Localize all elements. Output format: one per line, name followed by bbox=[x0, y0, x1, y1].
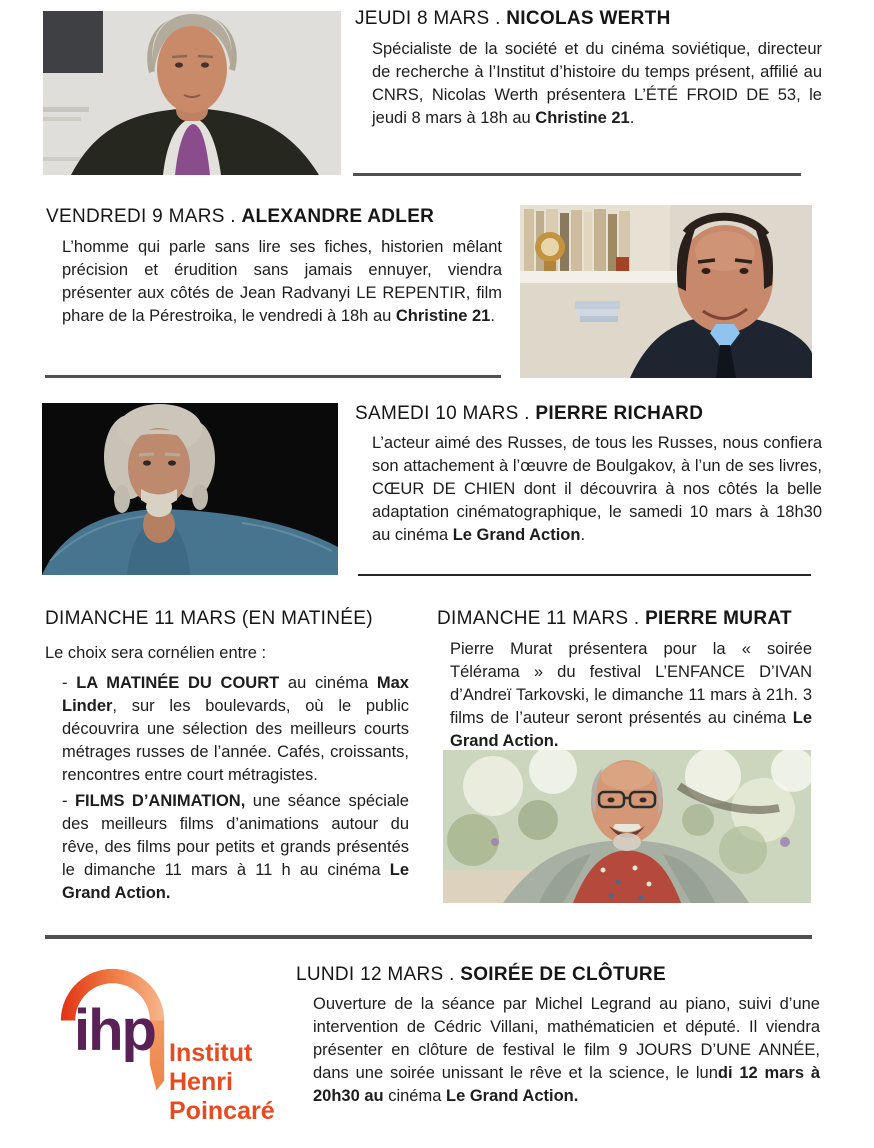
event-date: JEUDI 8 MARS bbox=[355, 8, 490, 29]
text-segment: FILMS D’ANIMATION, bbox=[74, 792, 246, 810]
event-description-murat bbox=[450, 638, 812, 753]
text-segment: Le Grand Action. bbox=[446, 1087, 579, 1105]
ihp-wordmark-line: Henri bbox=[169, 1068, 233, 1096]
photo-nicolas-werth bbox=[43, 11, 341, 175]
text-segment: Max Linder bbox=[62, 674, 409, 715]
text-segment: - bbox=[62, 674, 77, 692]
section-divider bbox=[45, 375, 501, 378]
event-title-cloture bbox=[296, 964, 666, 986]
event-description-cloture bbox=[313, 993, 820, 1108]
event-description-adler bbox=[62, 236, 502, 328]
event-date: DIMANCHE 11 MARS bbox=[437, 608, 629, 629]
ihp-wordmark-line: Poincaré bbox=[169, 1097, 275, 1125]
text-segment: Christine 21 bbox=[535, 109, 630, 127]
event-title-werth bbox=[355, 8, 671, 30]
portrait-alexandre-adler-icon bbox=[520, 205, 812, 378]
photo-alexandre-adler bbox=[520, 205, 812, 378]
event-guest-name: ALEXANDRE ADLER bbox=[241, 206, 435, 227]
event-description-werth bbox=[372, 38, 822, 130]
photo-pierre-richard bbox=[42, 403, 338, 575]
text-segment: Le Grand Action. bbox=[450, 709, 812, 750]
event-guest-name: NICOLAS WERTH bbox=[506, 8, 671, 29]
text-segment: Le Grand Action. bbox=[62, 861, 409, 902]
text-segment: . bbox=[490, 307, 495, 325]
section-divider bbox=[353, 173, 801, 176]
event-title-richard bbox=[355, 403, 703, 425]
ihp-wordmark bbox=[169, 1039, 275, 1126]
title-separator: . bbox=[518, 403, 536, 424]
event-date: VENDREDI 9 MARS bbox=[46, 206, 225, 227]
text-segment: . bbox=[629, 109, 635, 127]
ihp-acronym: ihp bbox=[74, 998, 155, 1063]
text-segment: une séance spéciale des meilleurs films d’animations autour du rêve, des films pour petits et grands présentés le dimanche 11 mars à 11 h au cinéma bbox=[62, 792, 409, 879]
text-segment: L’homme qui parle sans lire ses fiches, historien mêlant précision et érudition sans jamais ennuyer, viendra présenter aux côtés de Jean Radvanyi LE REPENTIR, film phare de la Pérestroika, le vendredi à 18h au bbox=[62, 238, 502, 325]
matinee-paragraph-animation bbox=[62, 790, 409, 905]
text-segment: , sur les boulevards, où le public découvrira une sélection des meilleurs courts métrages russes de l’année. Cafés, croissants, rencontres entre court métragistes. bbox=[62, 697, 409, 784]
text-segment: LA MATINÉE DU COURT bbox=[76, 674, 280, 692]
text-segment: - bbox=[62, 792, 75, 810]
portrait-nicolas-werth-icon bbox=[43, 11, 341, 175]
text-segment: cinéma bbox=[388, 1087, 446, 1105]
ihp-wordmark-line: Institut bbox=[169, 1039, 253, 1067]
matinee-paragraph-court bbox=[62, 672, 409, 787]
portrait-pierre-murat-icon bbox=[443, 750, 811, 903]
event-date: LUNDI 12 MARS bbox=[296, 964, 444, 985]
title-separator: . bbox=[224, 206, 242, 227]
text-segment: di 12 mars à 20h30 au bbox=[313, 1064, 821, 1105]
title-separator: . bbox=[489, 8, 507, 29]
text-segment: Pierre Murat présentera pour la « soirée Télérama » du festival L’ENFANCE D’IVAN d’Andreï Tarkovski, le dimanche 11 mars à 21h. 3 films de l’auteur seront présentés au cinéma bbox=[450, 640, 812, 727]
photo-pierre-murat bbox=[443, 750, 811, 903]
event-date: SAMEDI 10 MARS bbox=[355, 403, 519, 424]
event-title-murat bbox=[437, 608, 792, 630]
text-segment: Ouverture de la séance par Michel Legrand au piano, suivi d’une intervention de Cédric Villani, mathématicien et député. Il viendra présenter en clôture de festival le film 9 JOURS D’UNE ANNÉE, dans une soirée unissant le rêve et la science, le lun bbox=[313, 995, 820, 1082]
event-guest-name: PIERRE MURAT bbox=[645, 608, 792, 629]
event-description-richard bbox=[372, 432, 822, 547]
text-segment: Spécialiste de la société et du cinéma soviétique, directeur de recherche à l’Institut d’histoire du temps présent, affilié au CNRS, Nicolas Werth présentera L’ÉTÉ FROID DE 53, le jeudi 8 mars à 18h au bbox=[372, 40, 822, 127]
portrait-pierre-richard-icon bbox=[42, 403, 338, 575]
event-date: DIMANCHE 11 MARS (EN MATINÉE) bbox=[45, 608, 373, 629]
text-segment: L’acteur aimé des Russes, de tous les Russes, nous confiera son attachement à l’œuvre de Boulgakov, à l’un de ses livres, CŒUR DE CHIEN dont il découvrira à nos côtés la belle adaptation cinématographique, le samedi 10 mars à 18h30 au cinéma bbox=[372, 434, 822, 544]
section-divider bbox=[358, 574, 811, 576]
matinee-intro: Le choix sera cornélien entre : bbox=[45, 644, 267, 662]
section-divider-long bbox=[45, 935, 812, 939]
text-segment: Le Grand Action bbox=[452, 526, 581, 544]
event-title-matinee bbox=[45, 608, 373, 630]
text-segment: . bbox=[580, 526, 586, 544]
text-segment: Christine 21 bbox=[395, 307, 491, 325]
title-separator: . bbox=[628, 608, 646, 629]
title-separator: . bbox=[443, 964, 461, 985]
event-guest-name: SOIRÉE DE CLÔTURE bbox=[460, 964, 666, 985]
text-segment: au cinéma bbox=[279, 674, 377, 692]
event-title-adler bbox=[46, 206, 434, 228]
event-guest-name: PIERRE RICHARD bbox=[535, 403, 704, 424]
